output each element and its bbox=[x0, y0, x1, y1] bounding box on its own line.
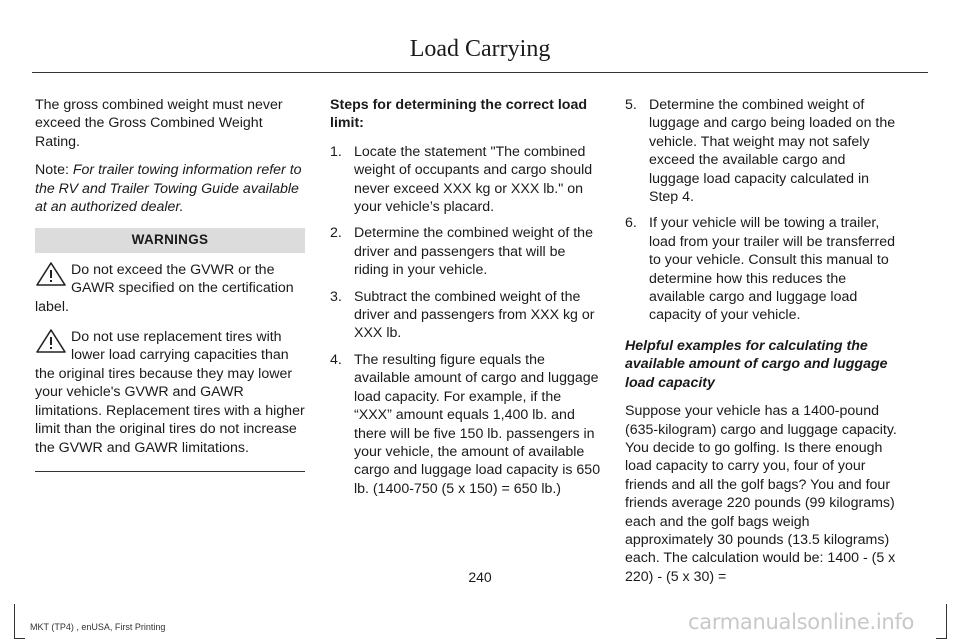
warning-item bbox=[35, 261, 305, 316]
footer-printing-info: MKT (TP4) , enUSA, First Printing bbox=[30, 622, 166, 632]
list-item bbox=[330, 143, 602, 217]
step-text: Locate the statement "The combined weight of occupants and cargo should never exceed XXX kg or XXX lb." on your vehicle’s placard. bbox=[354, 143, 593, 216]
watermark: carmanualsonline.info bbox=[688, 610, 915, 634]
steps-list-continued bbox=[625, 96, 897, 325]
list-item bbox=[330, 224, 602, 279]
warning-triangle-icon bbox=[35, 328, 67, 354]
list-item bbox=[330, 288, 602, 343]
step-text: Determine the combined weight of the driver and passengers that will be riding in your vehicle. bbox=[354, 225, 593, 279]
list-item bbox=[625, 96, 897, 206]
header-divider bbox=[32, 72, 928, 73]
warning-triangle-icon bbox=[35, 261, 67, 287]
step-number: 5. bbox=[625, 97, 637, 113]
note-text: For trailer towing information refer to the RV and Trailer Towing Guide available at an authorized dealer. bbox=[35, 162, 302, 216]
step-text: If your vehicle will be towing a trailer, load from your trailer will be transferred to your vehicle. Consult this manual to determine how this reduces the available cargo and luggage load capacity of your vehicle. bbox=[649, 215, 896, 324]
note-label: Note: bbox=[35, 162, 69, 179]
steps-heading: Steps for determining the correct load limit: bbox=[330, 97, 587, 132]
warning-text: Do not use replacement tires with lower load carrying capacities than the original tires because they may lower your vehicle's GVWR and GAWR limitations. Replacement tires with a higher limit than the original tires do not increase the GVWR and GAWR limitations. bbox=[35, 329, 305, 456]
column-2 bbox=[330, 96, 602, 510]
step-number: 1. bbox=[330, 143, 342, 160]
column-3 bbox=[625, 96, 897, 596]
warnings-divider bbox=[35, 471, 305, 472]
column-1 bbox=[35, 96, 305, 472]
step-text: The resulting figure equals the available amount of cargo and luggage load capacity. For example, if the “XXX” amount equals 1,400 lb. and there will be five 150 lb. passengers in your vehicle, the amount of available cargo and luggage load capacity is 650 lb. (1400-750 (5 x 150) = 650 lb.) bbox=[354, 351, 601, 497]
list-item bbox=[330, 351, 602, 498]
intro-paragraph: The gross combined weight must never exceed the Gross Combined Weight Rating. bbox=[35, 97, 283, 150]
step-number: 6. bbox=[625, 215, 637, 232]
note-paragraph bbox=[35, 161, 305, 216]
step-text: Determine the combined weight of luggage and cargo being loaded on the vehicle. That weight may not safely exceed the available cargo and luggage load capacity calculated in Step 4. bbox=[649, 97, 896, 206]
list-item bbox=[625, 214, 897, 324]
warning-item bbox=[35, 328, 305, 457]
page-title: Load Carrying bbox=[409, 36, 551, 62]
warning-text: Do not exceed the GVWR or the GAWR specified on the certification label. bbox=[35, 261, 294, 315]
step-number: 2. bbox=[330, 225, 342, 242]
examples-heading: Helpful examples for calculating the available amount of cargo and luggage load capacity bbox=[625, 337, 888, 391]
step-number: 4. bbox=[330, 351, 342, 368]
page-number: 240 bbox=[468, 569, 492, 585]
step-text: Subtract the combined weight of the driver and passengers from XXX kg or XXX lb. bbox=[354, 288, 595, 342]
steps-list bbox=[330, 143, 602, 498]
crop-mark-bottom-right bbox=[936, 604, 947, 639]
warnings-header: WARNINGS bbox=[35, 228, 305, 252]
examples-paragraph: Suppose your vehicle has a 1400-pound (635-kilogram) cargo and luggage capacity. You decide to go golfing. Is there enough load capacity to carry you, four of your friends and all the golf bags? You and four friends average 220 pounds (99 kilograms) each and the golf bags weigh approximately 30 pounds (13.5 kilograms) each. The calculation would be: 1400 - (5 x 220) - (5 x 30) = bbox=[625, 403, 897, 585]
step-number: 3. bbox=[330, 288, 342, 305]
crop-mark-bottom-left bbox=[14, 604, 25, 639]
